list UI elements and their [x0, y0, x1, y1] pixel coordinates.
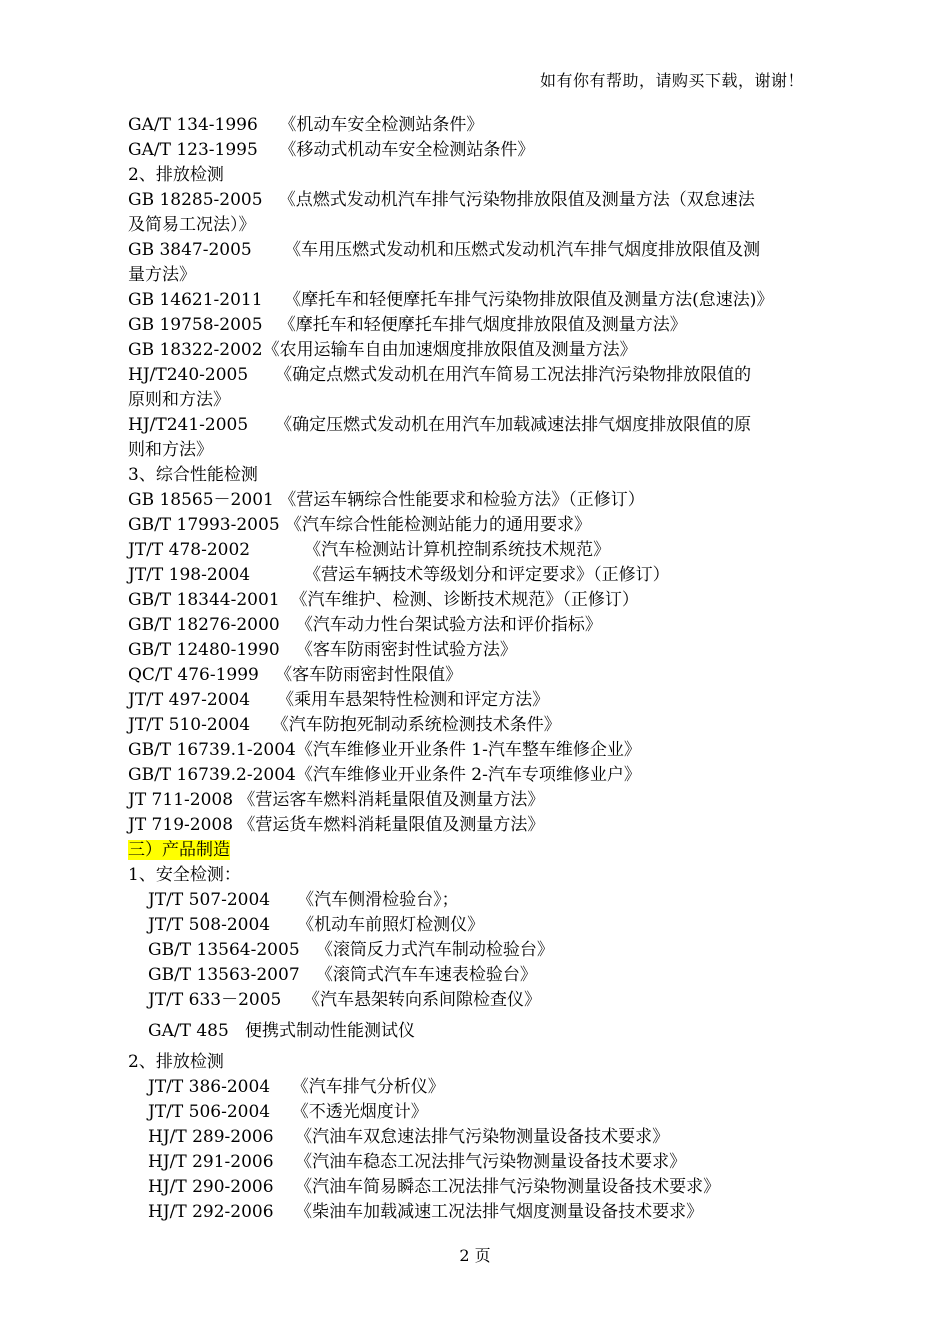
text-line: GB 18285-2005 《点燃式发动机汽车排气污染物排放限值及测量方法（双怠速法	[128, 190, 755, 210]
page-number: 2 页	[459, 1246, 491, 1265]
text-line: JT/T 497-2004 《乘用车悬架特性检测和评定方法》	[128, 690, 550, 710]
document-body	[128, 113, 828, 1225]
section-heading: 2、排放检测	[128, 165, 224, 185]
text-line: 量方法》	[128, 265, 196, 285]
text-line: JT/T 506-2004 《不透光烟度计》	[148, 1102, 428, 1122]
text-line: GB/T 13564-2005 《滚筒反力式汽车制动检验台》	[148, 940, 554, 960]
text-line: GA/T 485 便携式制动性能测试仪	[148, 1021, 415, 1041]
text-line: JT/T 478-2002 《汽车检测站计算机控制系统技术规范》	[128, 540, 611, 560]
text-line: HJ/T 291-2006 《汽油车稳态工况法排气污染物测量设备技术要求》	[148, 1152, 687, 1172]
text-line: GB/T 17993-2005 《汽车综合性能检测站能力的通用要求》	[128, 515, 592, 535]
text-line: GB/T 18276-2000 《汽车动力性台架试验方法和评价指标》	[128, 615, 602, 635]
highlighted-section-heading: 三）产品制造	[128, 840, 230, 860]
text-line: GB/T 12480-1990 《客车防雨密封性试验方法》	[128, 640, 517, 660]
text-line: HJ/T 292-2006 《柴油车加载减速工况法排气烟度测量设备技术要求》	[148, 1202, 704, 1222]
text-line: GB/T 16739.1-2004《汽车维修业开业条件 1-汽车整车维修企业》	[128, 740, 641, 760]
text-line: GB 3847-2005 《车用压燃式发动机和压燃式发动机汽车排气烟度排放限值及测	[128, 240, 761, 260]
text-line: GA/T 134-1996 《机动车安全检测站条件》	[128, 115, 484, 135]
text-line: GB 18322-2002《农用运输车自由加速烟度排放限值及测量方法》	[128, 340, 637, 360]
text-line: HJ/T240-2005 《确定点燃式发动机在用汽车简易工况法排汽污染物排放限值的	[128, 365, 752, 385]
text-line: GB/T 13563-2007 《滚筒式汽车车速表检验台》	[148, 965, 537, 985]
text-line: JT/T 507-2004 《汽车侧滑检验台》；	[148, 890, 459, 910]
text-line: JT/T 198-2004 《营运车辆技术等级划分和评定要求》（正修订）	[128, 565, 670, 585]
text-line: QC/T 476-1999 《客车防雨密封性限值》	[128, 665, 463, 685]
text-line: GB 18565－2001 《营运车辆综合性能要求和检验方法》（正修订）	[128, 490, 645, 510]
text-line: 则和方法》	[128, 440, 213, 460]
text-line: HJ/T 290-2006 《汽油车简易瞬态工况法排气污染物测量设备技术要求》	[148, 1177, 721, 1197]
text-line: JT/T 633－2005 《汽车悬架转向系间隙检查仪》	[148, 990, 541, 1010]
text-line: GB 19758-2005 《摩托车和轻便摩托车排气烟度排放限值及测量方法》	[128, 315, 687, 335]
text-line: 及简易工况法）》	[128, 215, 256, 235]
section-heading: 3、综合性能检测	[128, 465, 258, 485]
text-line: JT/T 508-2004 《机动车前照灯检测仪》	[148, 915, 485, 935]
text-line: HJ/T 289-2006 《汽油车双怠速法排气污染物测量设备技术要求》	[148, 1127, 670, 1147]
text-line: GB/T 16739.2-2004《汽车维修业开业条件 2-汽车专项维修业户》	[128, 765, 641, 785]
section-heading: 2、排放检测	[128, 1052, 224, 1072]
text-line: JT 711-2008 《营运客车燃料消耗量限值及测量方法》	[128, 790, 545, 810]
text-line: JT/T 386-2004 《汽车排气分析仪》	[148, 1077, 445, 1097]
section-heading: 1、安全检测：	[128, 865, 241, 885]
text-line: 原则和方法》	[128, 390, 230, 410]
text-line: GB 14621-2011 《摩托车和轻便摩托车排气污染物排放限值及测量方法(怠速法)》	[128, 290, 774, 310]
header-note: 如有你有帮助，请购买下载，谢谢！	[540, 71, 805, 90]
text-line: GA/T 123-1995 《移动式机动车安全检测站条件》	[128, 140, 535, 160]
text-line: HJ/T241-2005 《确定压燃式发动机在用汽车加载减速法排气烟度排放限值的原	[128, 415, 752, 435]
text-line: JT/T 510-2004 《汽车防抱死制动系统检测技术条件》	[128, 715, 561, 735]
text-line: JT 719-2008 《营运货车燃料消耗量限值及测量方法》	[128, 815, 545, 835]
text-line: GB/T 18344-2001 《汽车维护、检测、诊断技术规范》（正修订）	[128, 590, 639, 610]
